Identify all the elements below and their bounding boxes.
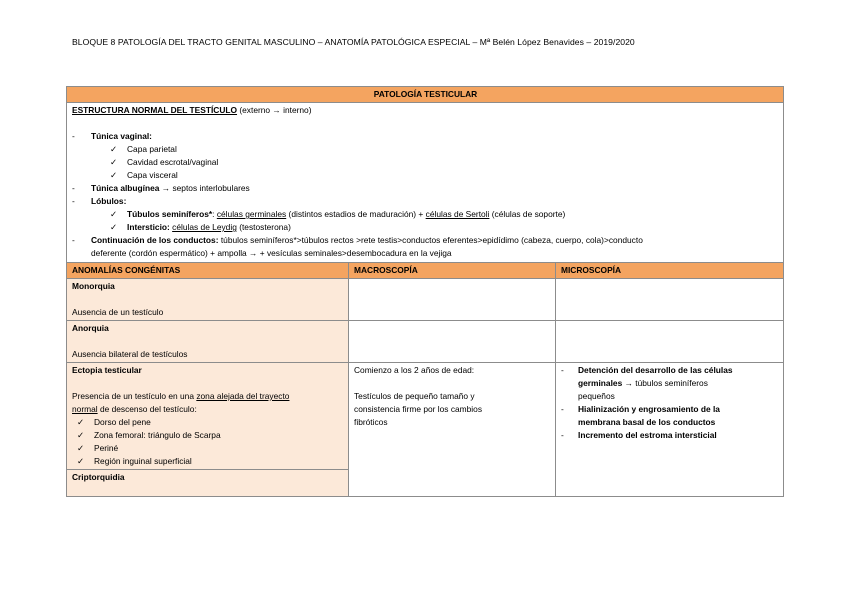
- list-item: [72, 455, 344, 468]
- micro-text: pequeños: [578, 391, 615, 401]
- check-icon: ✓: [77, 443, 85, 453]
- ectopia-title: Ectopia testicular: [72, 365, 142, 375]
- anorquia-desc: Ausencia bilateral de testículos: [72, 349, 188, 359]
- structure-title-suffix: (externo → interno): [239, 105, 312, 115]
- table-row: [67, 279, 784, 321]
- list-item: - Detención del desarrollo de las células: [561, 365, 733, 375]
- table-title-row: [67, 87, 784, 103]
- list-item: [72, 208, 779, 221]
- anorquia-micro: [556, 321, 784, 363]
- table-row: [67, 363, 784, 470]
- list-item: - Incremento del estroma intersticial: [561, 430, 717, 440]
- page-header: BLOQUE 8 PATOLOGÍA DEL TRACTO GENITAL MASCULINO – ANATOMÍA PATOLÓGICA ESPECIAL – Mª Belén López Benavides – 2019/2020: [72, 37, 635, 47]
- celulas-sertoli: células de Sertoli: [425, 209, 490, 219]
- col-header-microscopia: MICROSCOPÍA: [556, 263, 784, 279]
- ectopia-item: Dorso del pene: [94, 417, 151, 427]
- celulas-germinales: células germinales: [216, 209, 287, 219]
- table-title: PATOLOGÍA TESTICULAR: [67, 87, 784, 103]
- monorquia-micro: [556, 279, 784, 321]
- criptorquidia-title: Criptorquidia: [72, 472, 125, 482]
- albuginea-text: → septos interlobulares: [161, 183, 250, 193]
- check-icon: ✓: [110, 209, 118, 219]
- ectopia-item: Zona femoral: triángulo de Scarpa: [94, 430, 221, 440]
- pathology-table: [66, 86, 784, 497]
- list-item: [72, 156, 779, 169]
- list-item: - Túnica vaginal:: [72, 131, 152, 141]
- check-icon: ✓: [77, 456, 85, 466]
- continuacion-line1: túbulos seminíferos*>túbulos rectos >rete testis>conductos eferentes>epidídimo (cabeza, cuerpo, cola)>conducto: [220, 235, 643, 245]
- structure-cell: [67, 103, 784, 263]
- micro-text: germinales: [578, 378, 623, 388]
- micro-text: Detención del desarrollo de las células: [578, 365, 733, 375]
- list-item: - Túnica albugínea → septos interlobulares: [72, 183, 250, 193]
- tubulos-end: (células de soporte): [491, 209, 566, 219]
- list-item: [72, 416, 344, 429]
- list-item: [72, 169, 779, 182]
- anorquia-macro: [349, 321, 556, 363]
- tv-item: Capa visceral: [127, 170, 178, 180]
- check-icon: ✓: [110, 144, 118, 154]
- ectopia-desc: [72, 390, 344, 403]
- lobulos-label: Lóbulos:: [91, 196, 127, 206]
- micro-text: Hialinización y engrosamiento de la: [578, 404, 720, 414]
- col-header-anomalias: ANOMALÍAS CONGÉNITAS: [67, 263, 349, 279]
- tubulos-label: Túbulos seminíferos*: [127, 209, 213, 219]
- tubulos-colon: :: [212, 209, 215, 219]
- ectopia-macro: [349, 363, 556, 497]
- tv-item: Capa parietal: [127, 144, 177, 154]
- check-icon: ✓: [110, 170, 118, 180]
- celulas-leydig: células de Leydig: [172, 222, 237, 232]
- check-icon: ✓: [110, 222, 118, 232]
- macro-line: fibróticos: [354, 417, 388, 427]
- col-header-macroscopia: MACROSCOPÍA: [349, 263, 556, 279]
- macro-line: consistencia firme por los cambios: [354, 404, 483, 414]
- ectopia-micro: [556, 363, 784, 497]
- check-icon: ✓: [110, 157, 118, 167]
- list-item: [72, 221, 779, 234]
- monorquia-cell: [67, 279, 349, 321]
- monorquia-macro: [349, 279, 556, 321]
- ectopia-desc-ul2: normal: [72, 404, 98, 414]
- table-row: [67, 321, 784, 363]
- structure-title: ESTRUCTURA NORMAL DEL TESTÍCULO: [72, 105, 238, 115]
- ectopia-item: Periné: [94, 443, 119, 453]
- ectopia-cell: [67, 363, 349, 470]
- continuacion-label: Continuación de los conductos:: [91, 235, 219, 245]
- ectopia-desc-post: de descenso del testículo:: [99, 404, 197, 414]
- criptorquidia-cell: [67, 470, 349, 497]
- intersticio-label: Intersticio:: [127, 222, 170, 232]
- check-icon: ✓: [77, 430, 85, 440]
- tunica-vaginal-label: Túnica vaginal:: [91, 131, 152, 141]
- anorquia-title: Anorquia: [72, 323, 109, 333]
- tv-item: Cavidad escrotal/vaginal: [127, 157, 219, 167]
- list-item: [72, 429, 344, 442]
- ectopia-desc-pre: Presencia de un testículo en una: [72, 391, 194, 401]
- macro-line: Comienzo a los 2 años de edad:: [354, 365, 475, 375]
- list-item: - Continuación de los conductos: túbulos seminíferos*>túbulos rectos >rete testis>conductos eferentes>epidídimo (cabeza, cuerpo, cola)>conducto: [72, 235, 643, 245]
- list-item: - Lóbulos:: [72, 196, 127, 206]
- ectopia-desc-cont: [72, 403, 344, 416]
- list-item: [72, 442, 344, 455]
- monorquia-title: Monorquia: [72, 281, 115, 291]
- list-item: [561, 377, 779, 390]
- micro-text: Incremento del estroma intersticial: [578, 430, 717, 440]
- intersticio-end: (testosterona): [239, 222, 291, 232]
- monorquia-desc: Ausencia de un testículo: [72, 307, 164, 317]
- micro-text: → túbulos seminíferos: [624, 378, 708, 388]
- ectopia-item: Región inguinal superficial: [94, 456, 192, 466]
- continuacion-line2: deferente (cordón espermático) + ampolla → + vesículas seminales>desembocadura en la vejiga: [91, 248, 452, 258]
- list-item: - Hialinización y engrosamiento de la: [561, 404, 720, 414]
- albuginea-label: Túnica albugínea: [91, 183, 160, 193]
- macro-line: Testículos de pequeño tamaño y: [354, 391, 475, 401]
- anorquia-cell: [67, 321, 349, 363]
- tubulos-mid: (distintos estadios de maduración) +: [288, 209, 424, 219]
- ectopia-desc-ul1: zona alejada del trayecto: [196, 391, 290, 401]
- micro-text: membrana basal de los conductos: [578, 417, 716, 427]
- list-item: [72, 143, 779, 156]
- structure-row: [67, 103, 784, 263]
- check-icon: ✓: [77, 417, 85, 427]
- column-header-row: [67, 263, 784, 279]
